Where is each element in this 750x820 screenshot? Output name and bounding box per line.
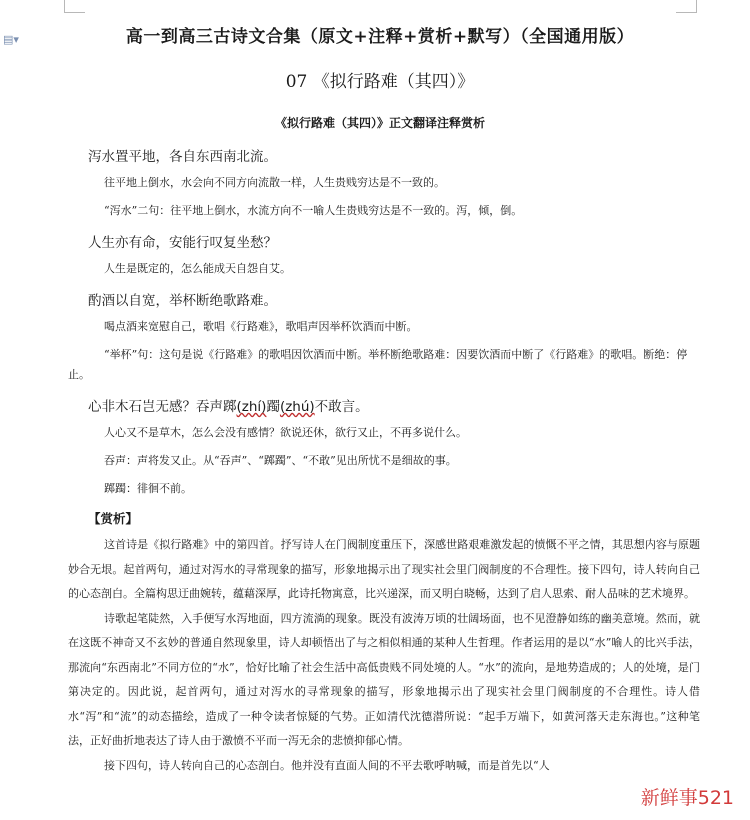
watermark-logo: 新鲜事521 xyxy=(639,783,736,810)
poem-title: 07 《拟行路难（其四）》 xyxy=(285,72,475,92)
verse-translation: 人心又不是草木，怎么会没有感情？欲说还休，欲行又止，不再多说什么。 xyxy=(104,426,467,439)
verse-annotation: “泻水”二句：往平地上倒水，水流方向不一喻人生贵贱穷达是不一致的。泻，倾，倒。 xyxy=(104,204,523,217)
pinyin-annotation: (zhí) xyxy=(236,399,267,415)
verse-annotation: 吞声：声将发又止。从“吞声”、“踯躅”、“不敢”见出所忧不是细故的事。 xyxy=(104,454,457,467)
verse-translation: 喝点酒来宽慰自己，歌唱《行路难》，歌唱声因举杯饮酒而中断。 xyxy=(104,320,418,333)
verse-translation: 人生是既定的，怎么能成天自怨自艾。 xyxy=(104,262,291,275)
verse-text: 躅 xyxy=(266,399,280,415)
verse-line: 人生亦有命，安能行叹复坐愁？ xyxy=(88,235,277,251)
margin-corner-mark-left xyxy=(64,0,85,13)
analysis-paragraph: 接下四句，诗人转向自己的心态剖白。他并没有直面人间的不平去歌呼呐喊，而是首先以“人 xyxy=(104,758,550,772)
pinyin-annotation: (zhú) xyxy=(279,399,315,415)
margin-corner-mark-right xyxy=(676,0,697,13)
verse-line: 泻水置平地，各自东西南北流。 xyxy=(88,149,277,165)
page-content xyxy=(60,18,700,778)
verse-line: 酌酒以自宽，举杯断绝歌路难。 xyxy=(88,293,277,309)
document-icon[interactable]: ▤▾ xyxy=(3,33,19,46)
verse-annotation: “举杯”句：这句是说《行路难》的歌唱因饮酒而中断。举杯断绝歌路难：因要饮酒而中断了《行路难》的歌唱。断绝：停止。 xyxy=(68,348,688,381)
analysis-paragraph: 诗歌起笔陡然，入手便写水泻地面，四方流淌的现象。既没有波涛万顷的壮阔场面，也不见澄静如练的幽美意境。然而，就在这既不神奇又不玄妙的普通自然现象里，诗人却顿悟出了与之相似相通的某种人生哲理。作者运用的是以“水”喻人的比兴手法，那流向“东西南北”不同方位的“水”，恰好比喻了社会生活中高低贵贱不同处境的人。“水”的流向，是地势造成的；人的处境，是门第决定的。因此说，起首两句，通过对泻水的寻常现象的描写，形象地揭示出了现实社会里门阀制度的不合理性。诗人借水“泻”和“流”的动态描绘，造成了一种令读者惊疑的气势。正如清代沈德潜所说：“起手万端下，如黄河落天走东海也。”这种笔法，正好曲折地表达了诗人由于激愤不平而一泻无余的悲愤抑郁心情。 xyxy=(68,611,700,747)
analysis-heading: 【赏析】 xyxy=(88,511,139,526)
analysis-paragraph: 这首诗是《拟行路难》中的第四首。抒写诗人在门阀制度重压下，深感世路艰难激发起的愤慨不平之情，其思想内容与原题妙合无垠。起首两句，通过对泻水的寻常现象的描写，形象地揭示出了现实社会里门阀制度的不合理性。接下四句，诗人转向自己的心态剖白。全篇构思迂曲婉转，蕴藉深厚，此诗托物寓意，比兴递深，而又明白晓畅，达到了启人思索、耐人品味的艺术境界。 xyxy=(68,538,700,600)
verse-line xyxy=(88,395,700,415)
verse-text: 不敢言。 xyxy=(314,399,369,415)
doc-title: 高一到高三古诗文合集（原文+注释+赏析+默写）（全国通用版） xyxy=(125,27,635,47)
verse-text: 心非木石岂无感？吞声踯 xyxy=(88,399,237,415)
verse-annotation: 踯躅：徘徊不前。 xyxy=(104,482,192,495)
verse-translation: 往平地上倒水，水会向不同方向流散一样，人生贵贱穷达是不一致的。 xyxy=(104,176,445,189)
section-heading: 《拟行路难（其四）》正文翻译注释赏析 xyxy=(274,116,485,130)
